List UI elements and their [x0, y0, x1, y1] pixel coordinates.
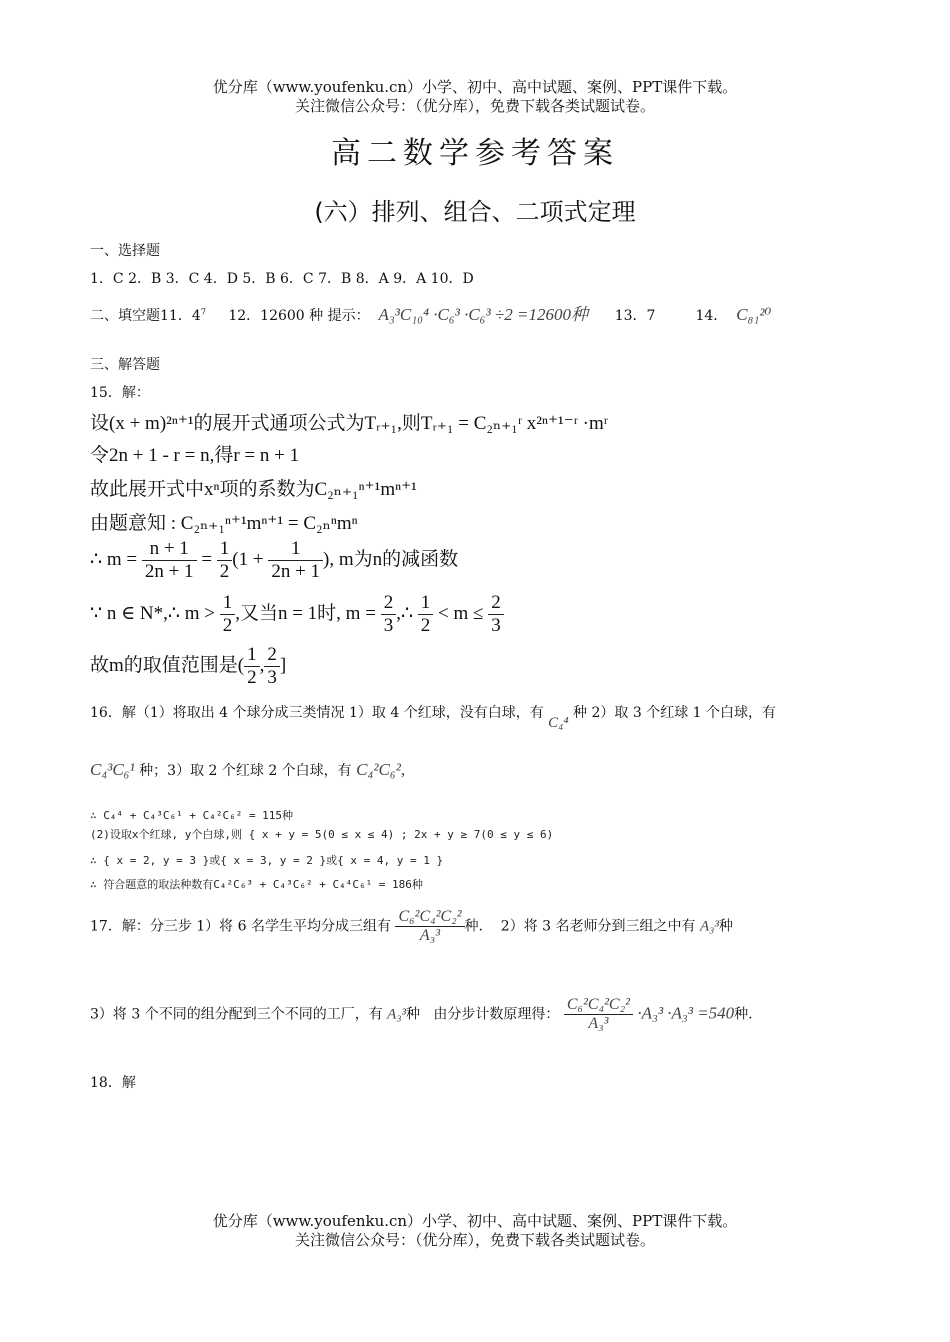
fraction-numerator: 2 [488, 592, 504, 615]
page-title: 高二数学参考答案 [331, 136, 619, 171]
q17-fraction-2 [564, 996, 633, 1033]
footer-line-2: 关注微信公众号：（优分库），免费下载各类试题试卷。 [294, 1231, 655, 1249]
section-1-heading: 一、选择题 [90, 243, 160, 259]
q15-label: 15．解： [90, 385, 150, 401]
q16-formula-a: C₄³C₆¹ [90, 760, 135, 779]
q16-text-3: 种；3）取 2 个红球 2 个白球，有 [139, 763, 352, 779]
fraction-numerator: C₆²C₄²C₂² [395, 908, 464, 927]
q16-step-2: (2)设取x个红球, y个白球,则 { x + y = 5(0 ≤ x ≤ 4) ; 2x + y ≥ 7(0 ≤ y ≤ 6) [90, 828, 554, 841]
q16-line-1 [90, 702, 777, 731]
q17-a33: A₃³ [699, 918, 719, 935]
footer-line-1: 优分库（www.youfenku.cn）小学、初中、高中试题、案例、PPT课件下载。 [212, 1212, 738, 1230]
q15-line-3: 故此展开式中xⁿ项的系数为C₂ₙ₊₁ⁿ⁺¹mⁿ⁺¹ [90, 479, 417, 500]
q17-text-7: 由分步计数原理得： [433, 1006, 560, 1023]
q15-line-5 [90, 538, 458, 583]
q15-line-7-bracket: ] [279, 654, 287, 676]
fraction-denominator: 2 [247, 667, 257, 688]
fraction-numerator: 1 [217, 538, 233, 561]
q17-result: ·A₃³ ·A₃³ =540 [637, 1003, 735, 1023]
fraction-denominator: 2 [219, 561, 230, 582]
q17-line-1 [90, 908, 733, 945]
page-subtitle: (六）排列、组合、二项式定理 [314, 198, 636, 226]
q11-answer: 11．4 [160, 308, 201, 324]
fraction-numerator: 2 [381, 592, 397, 615]
fraction [488, 592, 504, 637]
q17-text-4: 种 [718, 918, 733, 935]
q14-label: 14． [695, 308, 728, 324]
fraction-numerator: 1 [418, 592, 434, 615]
q16-formula-b: C₄²C₆², [356, 760, 406, 779]
fraction-denominator: A₃³ [588, 1015, 609, 1032]
q17-text-3: 2）将 3 名老师分到三组之中有 [500, 918, 696, 935]
footer-banner [0, 1212, 950, 1250]
q15-line-7-lhs: 故m的取值范围是( [90, 654, 245, 676]
fill-blank-line [90, 300, 771, 325]
header-line-1: 优分库（www.youfenku.cn）小学、初中、高中试题、案例、PPT课件下载。 [212, 78, 738, 96]
fraction-numerator: 2 [264, 644, 280, 667]
q15-line-6-lhs: ∵ n ∈ N*,∴ m > [90, 602, 215, 624]
fraction-denominator: 3 [383, 615, 394, 636]
fraction [268, 538, 323, 583]
header-banner [0, 78, 950, 116]
fraction-denominator: 2 [222, 615, 233, 636]
q18-label: 18．解 [90, 1075, 136, 1091]
q17-text-8: 种. [734, 1006, 753, 1023]
fraction-denominator: 2 [420, 615, 431, 636]
fraction [418, 592, 434, 637]
q14-formula: C₈₁²⁰ [736, 305, 772, 324]
q15-line-6 [90, 592, 504, 637]
fraction-denominator: 3 [267, 667, 277, 688]
header-line-2: 关注微信公众号：（优分库），免费下载各类试题试卷。 [294, 97, 655, 115]
q17-text-2: 种. [464, 918, 483, 935]
section-3-heading: 三、解答题 [90, 357, 160, 373]
fraction-numerator: 1 [220, 592, 236, 615]
q15-line-5-lhs: ∴ m = [90, 548, 138, 570]
q16-step-3: ∴ { x = 2, y = 3 }或{ x = 3, y = 2 }或{ x = 4, y = 1 } [90, 854, 444, 867]
fraction [220, 592, 236, 637]
choice-answers: 1．C 2．B 3．C 4．D 5．B 6．C 7．B 8．A 9．A 10．D [90, 271, 474, 287]
q15-line-5-tail: ), m为n的减函数 [323, 548, 459, 570]
fraction-denominator: 2n + 1 [271, 561, 321, 582]
fraction-denominator: A₃³ [419, 927, 441, 944]
q15-line-7: 故m的取值范围是( $\frac{1}{2}$ , $\frac{2}{3}$ ] [90, 644, 287, 688]
q17-a33-second: A₃³ [387, 1006, 407, 1023]
q15-line-2: 令2n + 1 - r = n,得r = n + 1 [90, 445, 300, 466]
fraction-numerator: n + 1 [142, 538, 197, 561]
q17-text-5: 3）将 3 个不同的组分配到三个不同的工厂，有 [90, 1006, 383, 1023]
q17-line-2 [90, 996, 753, 1033]
inequality: < m ≤ [438, 602, 484, 624]
q11-exponent: 7 [200, 306, 207, 317]
q16-text-1: 16．解（1）将取出 4 个球分成三类情况 1）取 4 个红球，没有白球，有 [90, 705, 544, 721]
fraction [142, 538, 197, 583]
q16-line-2 [90, 760, 405, 780]
fraction [217, 538, 233, 583]
equals-sign: = [201, 548, 213, 570]
q17-text-1: 17．解：分三步 1）将 6 名学生平均分成三组有 [90, 918, 391, 935]
fraction [244, 644, 260, 689]
q15-line-6-mid: ,又当n = 1时, m = [235, 602, 376, 624]
fraction-numerator: 1 [244, 644, 260, 667]
q15-line-1: 设(x + m)²ⁿ⁺¹的展开式通项公式为Tᵣ₊₁,则Tᵣ₊₁ = C₂ₙ₊₁ʳ x²ⁿ⁺¹⁻ʳ ·mʳ [90, 413, 608, 434]
fraction [381, 592, 397, 637]
q15-line-5-paren: (1 + [232, 548, 264, 570]
q17-fraction [395, 908, 464, 945]
fraction-numerator: 1 [268, 538, 323, 561]
q17-text-6: 种 [406, 1006, 421, 1023]
q16-c44: C₄⁴ [548, 715, 569, 731]
fraction-denominator: 3 [491, 615, 501, 636]
q16-step-4: ∴ 符合题意的取法种数有C₄²C₆³ + C₄³C₆² + C₄⁴C₆¹ = 186种 [90, 878, 423, 891]
fraction-numerator: C₆²C₄²C₂² [564, 996, 633, 1015]
q12-formula: A₃³C₁₀⁴ ·C₆³ ·C₆³ ÷2 =12600种 [378, 305, 588, 324]
q15-line-4: 由题意知 : C₂ₙ₊₁ⁿ⁺¹mⁿ⁺¹ = C₂ₙⁿmⁿ [90, 513, 358, 534]
q12-answer: 12．12600 种 提示： [228, 308, 370, 324]
fraction-denominator: 2n + 1 [144, 561, 194, 582]
section-2-heading: 二、填空题 [90, 308, 160, 324]
fraction [264, 644, 280, 689]
q16-step-1: ∴ C₄⁴ + C₄³C₆¹ + C₄²C₆² = 115种 [90, 809, 294, 822]
q16-text-2: 种 2）取 3 个红球 1 个白球，有 [573, 705, 777, 721]
q13-answer: 13．7 [614, 308, 656, 324]
therefore-sign: ,∴ [396, 602, 414, 624]
